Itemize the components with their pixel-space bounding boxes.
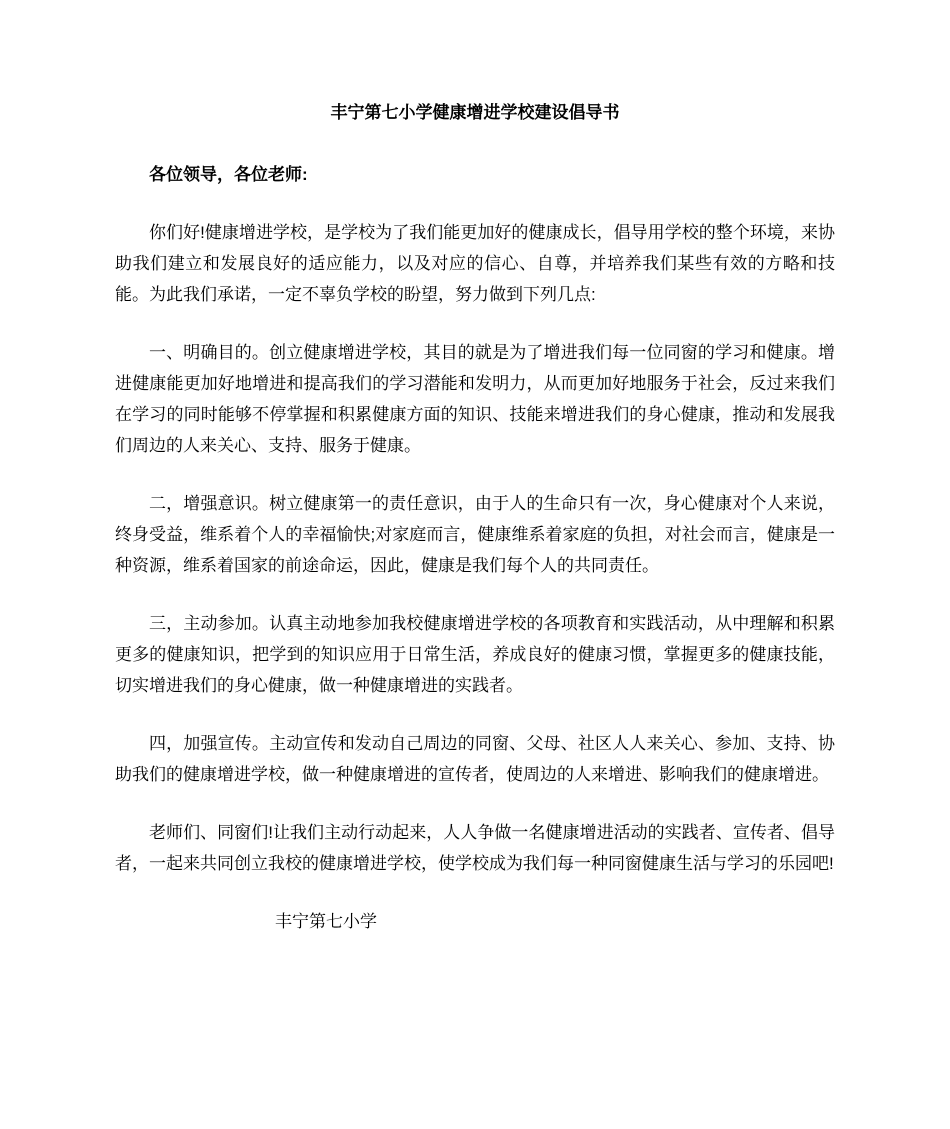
paragraph-closing: 老师们、同窗们!让我们主动行动起来，人人争做一名健康增进活动的实践者、宣传者、倡导者，一起来共同创立我校的健康增进学校，使学校成为我们每一种同窗健康生活与学习的乐园吧! [115,823,835,873]
paragraph-point-2: 二，增强意识。树立健康第一的责任意识，由于人的生命只有一次，身心健康对个人来说，终身受益，维系着个人的幸福愉快;对家庭而言，健康维系着家庭的负担，对社会而言，健康是一种资源，维系着国家的前途命运，因此，健康是我们每个人的共同责任。 [115,494,835,575]
signature: 丰宁第七小学 [275,912,377,931]
paragraph-point-1: 一、明确目的。创立健康增进学校，其目的就是为了增进我们每一位同窗的学习和健康。增进健康能更加好地增进和提高我们的学习潜能和发明力，从而更加好地服务于社会，反过来我们在学习的同时能够不停掌握和积累健康方面的知识、技能来增进我们的身心健康，推动和发展我们周边的人来关心、支持、服务于健康。 [115,343,835,455]
paragraph-point-3: 三，主动参加。认真主动地参加我校健康增进学校的各项教育和实践活动，从中理解和积累更多的健康知识，把学到的知识应用于日常生活，养成良好的健康习惯，掌握更多的健康技能，切实增进我们的身心健康，做一种健康增进的实践者。 [115,614,835,695]
salutation: 各位领导，各位老师: [149,165,308,184]
paragraph-point-4: 四，加强宣传。主动宣传和发动自己周边的同窗、父母、社区人人来关心、参加、支持、协助我们的健康增进学校，做一种健康增进的宣传者，使周边的人来增进、影响我们的健康增进。 [115,734,835,784]
paragraph-intro: 你们好!健康增进学校，是学校为了我们能更加好的健康成长，倡导用学校的整个环境，来协助我们建立和发展良好的适应能力，以及对应的信心、自尊，并培养我们某些有效的方略和技能。为此我们承诺，一定不辜负学校的盼望，努力做到下列几点: [115,223,835,304]
document-title: 丰宁第七小学健康增进学校建设倡导书 [330,103,620,122]
